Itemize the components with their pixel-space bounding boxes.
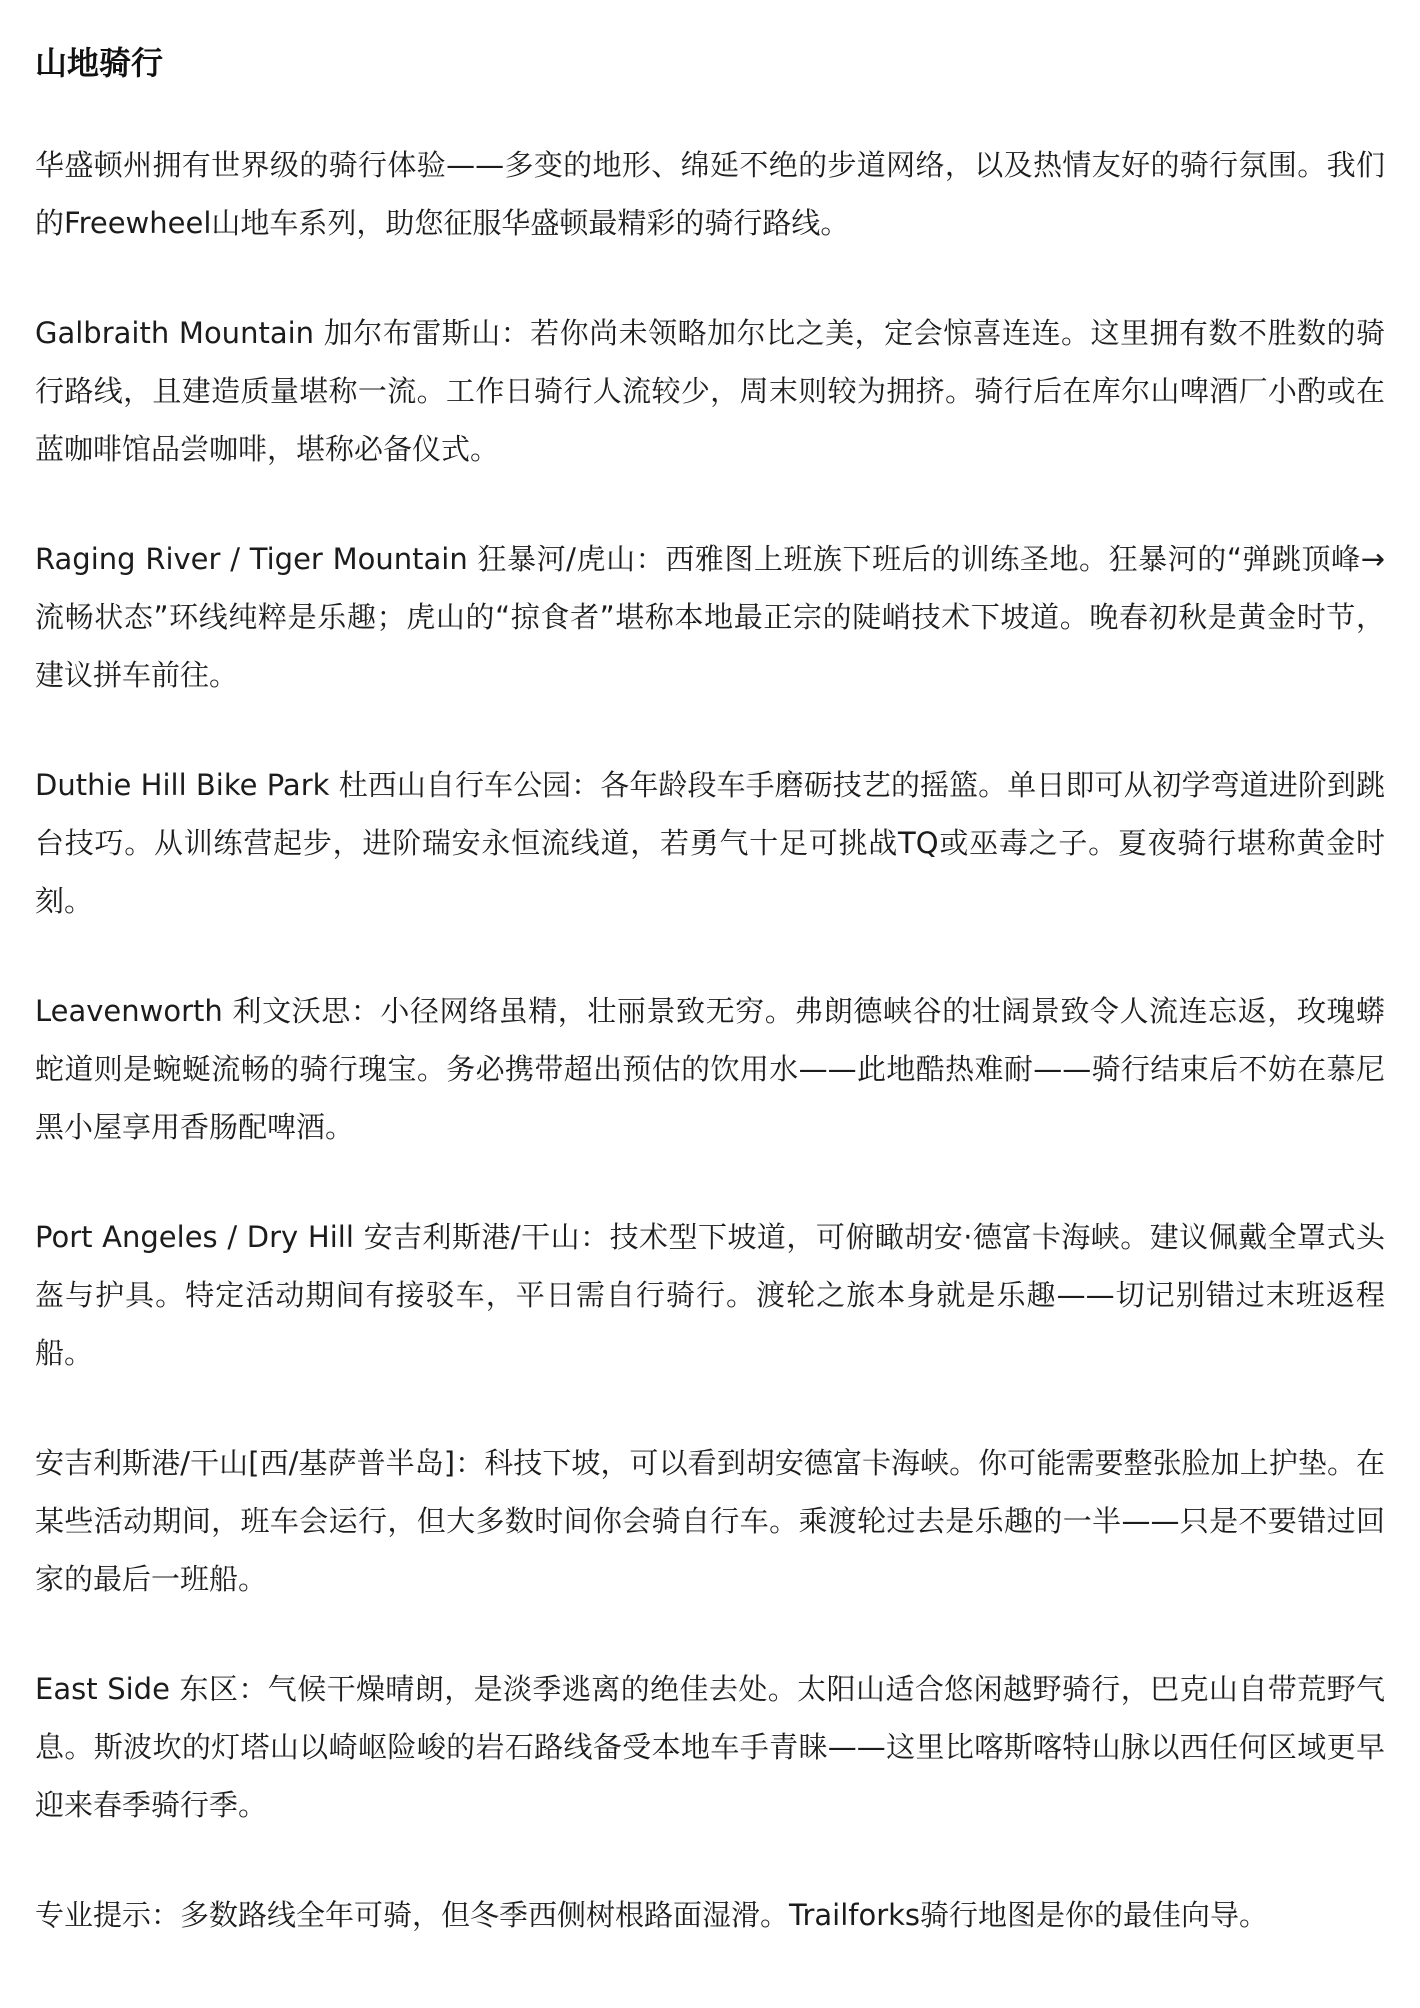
duthie-hill-paragraph: Duthie Hill Bike Park 杜西山自行车公园：各年龄段车手磨砺技艺的摇篮。单日即可从初学弯道进阶到跳台技巧。从训练营起步，进阶瑞安永恒流线道，若勇气十足可挑战TQ或巫毒之子。夏夜骑行堪称黄金时刻。	[35, 768, 1385, 918]
kitsap-paragraph: 安吉利斯港/干山[西/基萨普半岛]：科技下坡，可以看到胡安德富卡海峡。你可能需要整张脸加上护垫。在某些活动期间，班车会运行，但大多数时间你会骑自行车。乘渡轮过去是乐趣的一半——只是不要错过回家的最后一班船。	[35, 1446, 1385, 1596]
port-angeles-paragraph: Port Angeles / Dry Hill 安吉利斯港/干山：技术型下坡道，可俯瞰胡安·德富卡海峡。建议佩戴全罩式头盔与护具。特定活动期间有接驳车，平日需自行骑行。渡轮之旅本身就是乐趣——切记别错过末班返程船。	[35, 1220, 1385, 1370]
east-side-paragraph: East Side 东区：气候干燥晴朗，是淡季逃离的绝佳去处。太阳山适合悠闲越野骑行，巴克山自带荒野气息。斯波坎的灯塔山以崎岖险峻的岩石路线备受本地车手青睐——这里比喀斯喀特山脉以西任何区域更早迎来春季骑行季。	[35, 1672, 1385, 1822]
pro-tip-paragraph: 专业提示：多数路线全年可骑，但冬季西侧树根路面湿滑。Trailforks骑行地图是你的最佳向导。	[35, 1898, 1269, 1932]
document	[35, 34, 1385, 1944]
galbraith-paragraph: Galbraith Mountain 加尔布雷斯山：若你尚未领略加尔比之美，定会惊喜连连。这里拥有数不胜数的骑行路线，且建造质量堪称一流。工作日骑行人流较少，周末则较为拥挤。骑行后在库尔山啤酒厂小酌或在蓝咖啡馆品尝咖啡，堪称必备仪式。	[35, 316, 1385, 466]
leavenworth-paragraph: Leavenworth 利文沃思：小径网络虽精，壮丽景致无穷。弗朗德峡谷的壮阔景致令人流连忘返，玫瑰蟒蛇道则是蜿蜒流畅的骑行瑰宝。务必携带超出预估的饮用水——此地酷热难耐——骑行结束后不妨在慕尼黑小屋享用香肠配啤酒。	[35, 994, 1385, 1144]
raging-river-paragraph: Raging River / Tiger Mountain 狂暴河/虎山：西雅图上班族下班后的训练圣地。狂暴河的“弹跳顶峰→流畅状态”环线纯粹是乐趣；虎山的“掠食者”堪称本地最正宗的陡峭技术下坡道。晚春初秋是黄金时节，建议拼车前往。	[35, 542, 1385, 692]
intro-paragraph: 华盛顿州拥有世界级的骑行体验——多变的地形、绵延不绝的步道网络，以及热情友好的骑行氛围。我们的Freewheel山地车系列，助您征服华盛顿最精彩的骑行路线。	[35, 148, 1385, 240]
page-title: 山地骑行	[35, 44, 164, 82]
